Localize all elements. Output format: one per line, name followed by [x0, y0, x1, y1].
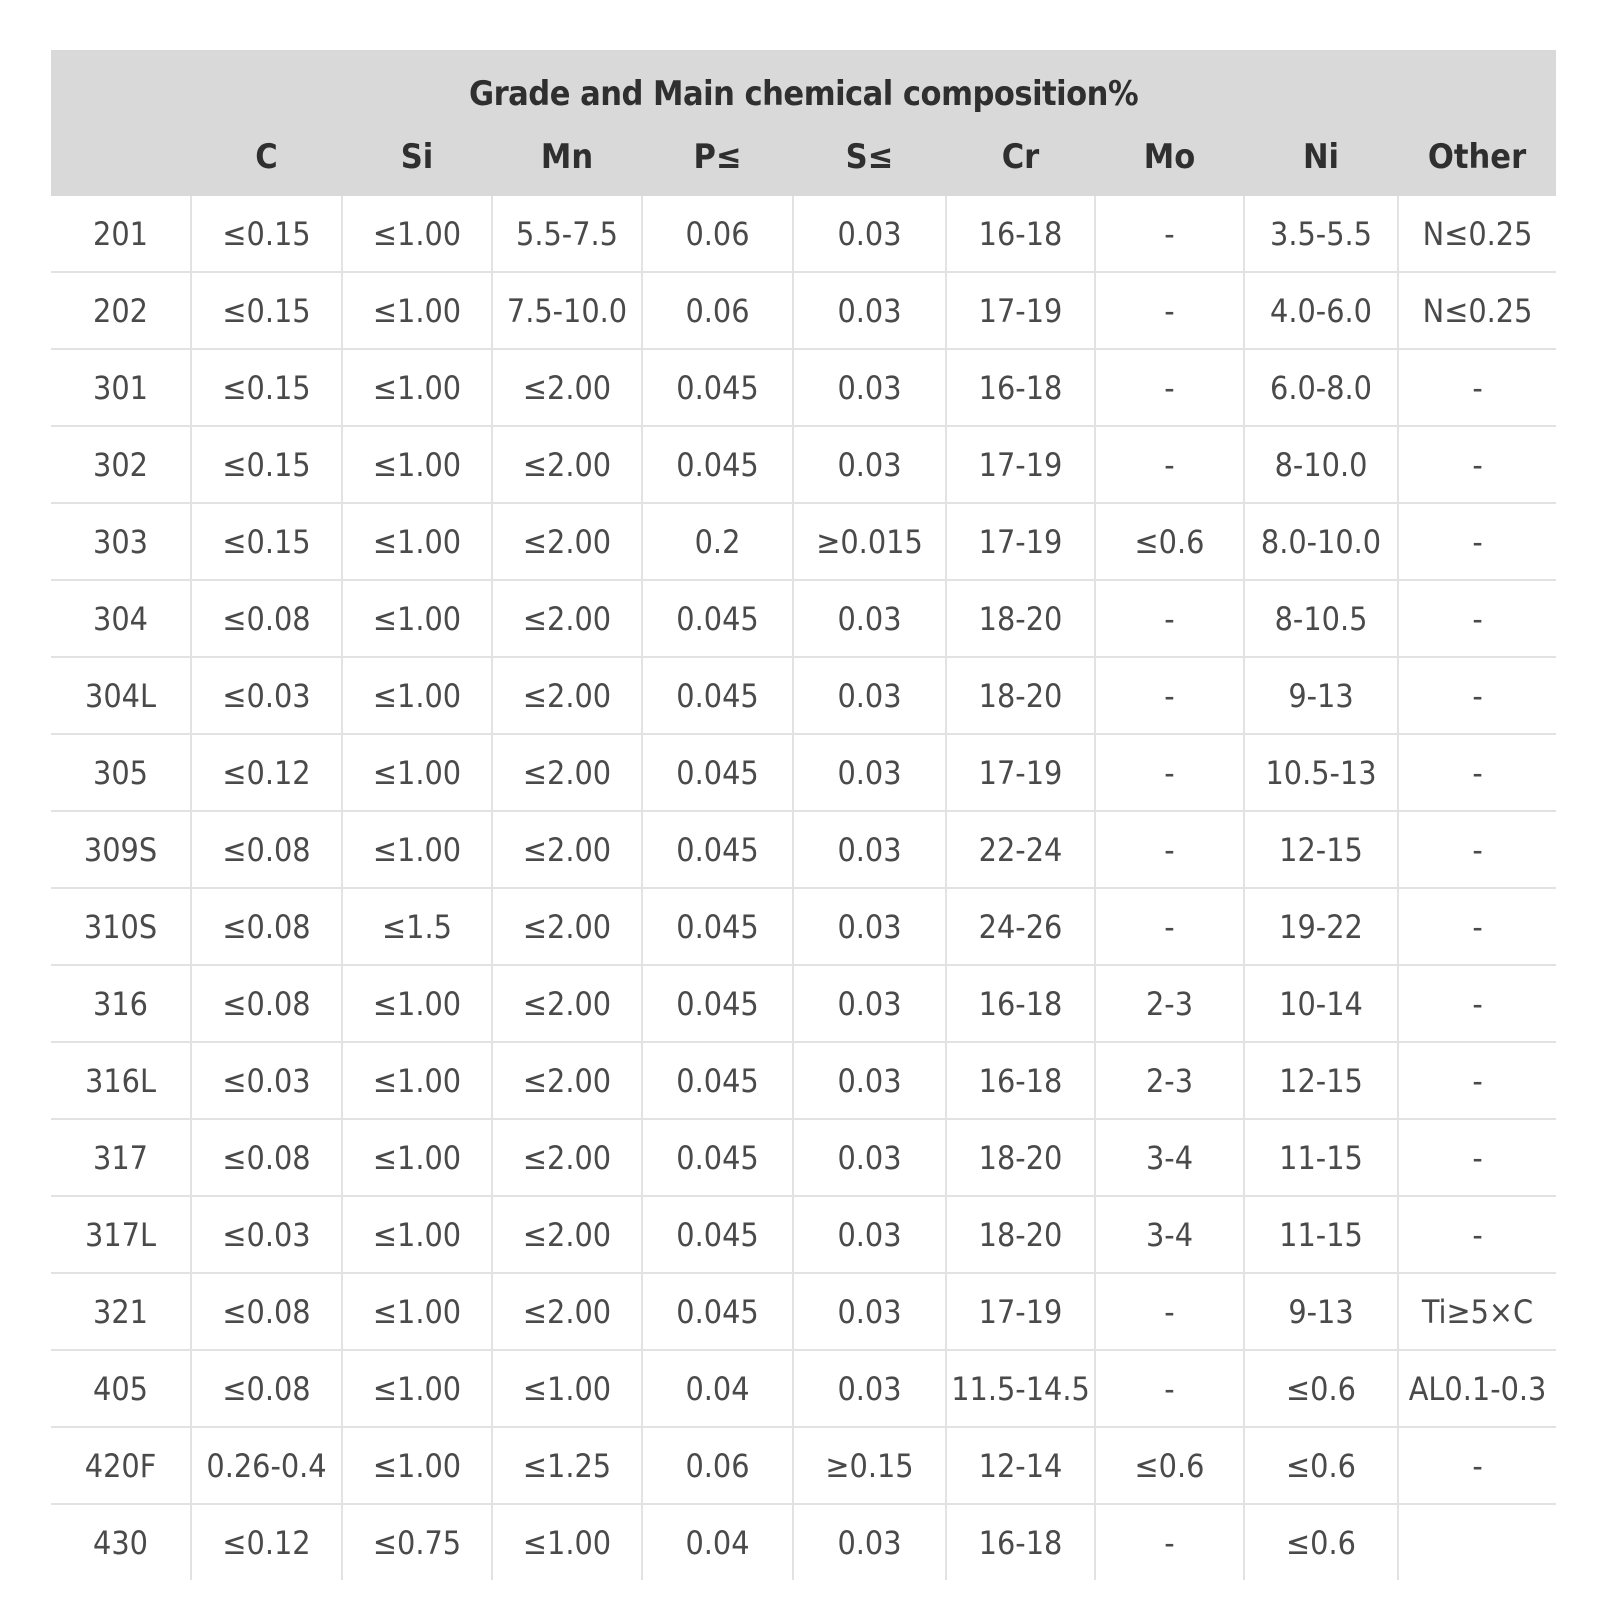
- cell-mo: -: [1095, 196, 1244, 272]
- cell-mn: ≤2.00: [492, 965, 642, 1042]
- cell-ni: 11-15: [1244, 1196, 1398, 1273]
- cell-grade: 305: [51, 734, 191, 811]
- table-row: [51, 1504, 1556, 1580]
- cell-other: -: [1398, 734, 1556, 811]
- cell-ni: ≤0.6: [1244, 1350, 1398, 1427]
- cell-mn: ≤1.00: [492, 1350, 642, 1427]
- cell-si: ≤1.00: [342, 734, 492, 811]
- cell-cr: 16-18: [946, 196, 1095, 272]
- cell-mo: 3-4: [1095, 1196, 1244, 1273]
- cell-si: ≤1.00: [342, 811, 492, 888]
- cell-cr: 17-19: [946, 426, 1095, 503]
- cell-s: 0.03: [793, 349, 946, 426]
- table-row: [51, 1042, 1556, 1119]
- composition-table: [51, 50, 1556, 1580]
- table-row: [51, 657, 1556, 734]
- cell-ni: 6.0-8.0: [1244, 349, 1398, 426]
- cell-other: -: [1398, 1042, 1556, 1119]
- cell-si: ≤1.00: [342, 503, 492, 580]
- cell-mo: -: [1095, 811, 1244, 888]
- cell-cr: 17-19: [946, 1273, 1095, 1350]
- cell-si: ≤1.00: [342, 965, 492, 1042]
- cell-si: ≤1.00: [342, 1196, 492, 1273]
- cell-grade: 304: [51, 580, 191, 657]
- cell-other: -: [1398, 1196, 1556, 1273]
- cell-other: -: [1398, 426, 1556, 503]
- cell-mo: -: [1095, 272, 1244, 349]
- cell-mn: ≤1.00: [492, 1504, 642, 1580]
- column-header-si: Si: [342, 118, 492, 196]
- cell-mo: -: [1095, 1273, 1244, 1350]
- cell-cr: 16-18: [946, 965, 1095, 1042]
- table-row: [51, 349, 1556, 426]
- table-row: [51, 426, 1556, 503]
- cell-c: 0.26-0.4: [191, 1427, 342, 1504]
- cell-p: 0.04: [642, 1504, 793, 1580]
- cell-s: ≥0.015: [793, 503, 946, 580]
- cell-c: ≤0.15: [191, 349, 342, 426]
- table-row: [51, 1119, 1556, 1196]
- cell-grade: 301: [51, 349, 191, 426]
- table-row: [51, 1350, 1556, 1427]
- cell-si: ≤0.75: [342, 1504, 492, 1580]
- cell-ni: 3.5-5.5: [1244, 196, 1398, 272]
- cell-p: 0.045: [642, 426, 793, 503]
- cell-mo: -: [1095, 734, 1244, 811]
- cell-s: 0.03: [793, 580, 946, 657]
- cell-si: ≤1.00: [342, 1350, 492, 1427]
- cell-other: Ti≥5×C: [1398, 1273, 1556, 1350]
- cell-c: ≤0.03: [191, 657, 342, 734]
- cell-cr: 18-20: [946, 1196, 1095, 1273]
- cell-mn: 5.5-7.5: [492, 196, 642, 272]
- composition-sheet: [51, 50, 1556, 1580]
- column-header-ni: Ni: [1244, 118, 1398, 196]
- table-row: [51, 965, 1556, 1042]
- column-header-mo: Mo: [1095, 118, 1244, 196]
- cell-mo: 3-4: [1095, 1119, 1244, 1196]
- cell-p: 0.045: [642, 811, 793, 888]
- cell-s: 0.03: [793, 1504, 946, 1580]
- table-row: [51, 196, 1556, 272]
- cell-mn: ≤2.00: [492, 811, 642, 888]
- cell-s: 0.03: [793, 272, 946, 349]
- cell-s: 0.03: [793, 734, 946, 811]
- cell-grade: 405: [51, 1350, 191, 1427]
- cell-mn: ≤2.00: [492, 580, 642, 657]
- cell-mn: ≤2.00: [492, 888, 642, 965]
- cell-other: -: [1398, 1427, 1556, 1504]
- cell-grade: 303: [51, 503, 191, 580]
- cell-cr: 17-19: [946, 503, 1095, 580]
- table-header: [51, 50, 1556, 196]
- cell-si: ≤1.00: [342, 426, 492, 503]
- cell-grade: 321: [51, 1273, 191, 1350]
- cell-ni: 11-15: [1244, 1119, 1398, 1196]
- cell-mo: -: [1095, 580, 1244, 657]
- cell-other: -: [1398, 888, 1556, 965]
- cell-cr: 24-26: [946, 888, 1095, 965]
- column-header-row: [51, 118, 1556, 196]
- column-header-mn: Mn: [492, 118, 642, 196]
- cell-p: 0.2: [642, 503, 793, 580]
- cell-grade: 316: [51, 965, 191, 1042]
- cell-s: 0.03: [793, 888, 946, 965]
- cell-ni: 9-13: [1244, 1273, 1398, 1350]
- cell-c: ≤0.15: [191, 426, 342, 503]
- cell-si: ≤1.00: [342, 580, 492, 657]
- cell-grade: 420F: [51, 1427, 191, 1504]
- cell-mo: -: [1095, 349, 1244, 426]
- cell-grade: 201: [51, 196, 191, 272]
- cell-c: ≤0.03: [191, 1196, 342, 1273]
- cell-p: 0.06: [642, 196, 793, 272]
- cell-c: ≤0.15: [191, 196, 342, 272]
- cell-c: ≤0.08: [191, 888, 342, 965]
- cell-c: ≤0.03: [191, 1042, 342, 1119]
- cell-p: 0.045: [642, 580, 793, 657]
- cell-cr: 11.5-14.5: [946, 1350, 1095, 1427]
- table-body: [51, 196, 1556, 1580]
- cell-other: -: [1398, 503, 1556, 580]
- cell-cr: 18-20: [946, 657, 1095, 734]
- cell-ni: 10.5-13: [1244, 734, 1398, 811]
- cell-p: 0.045: [642, 1042, 793, 1119]
- cell-ni: 12-15: [1244, 811, 1398, 888]
- cell-grade: 302: [51, 426, 191, 503]
- cell-grade: 316L: [51, 1042, 191, 1119]
- column-header-grade: [51, 118, 191, 196]
- cell-s: 0.03: [793, 196, 946, 272]
- cell-c: ≤0.08: [191, 1119, 342, 1196]
- cell-c: ≤0.08: [191, 965, 342, 1042]
- cell-s: 0.03: [793, 657, 946, 734]
- cell-s: 0.03: [793, 1273, 946, 1350]
- cell-si: ≤1.00: [342, 1042, 492, 1119]
- cell-ni: 4.0-6.0: [1244, 272, 1398, 349]
- cell-mn: ≤2.00: [492, 657, 642, 734]
- cell-ni: 12-15: [1244, 1042, 1398, 1119]
- column-header-c: C: [191, 118, 342, 196]
- cell-p: 0.045: [642, 349, 793, 426]
- cell-mn: ≤2.00: [492, 1196, 642, 1273]
- cell-cr: 12-14: [946, 1427, 1095, 1504]
- cell-other: -: [1398, 811, 1556, 888]
- cell-s: 0.03: [793, 965, 946, 1042]
- cell-grade: 309S: [51, 811, 191, 888]
- cell-other: AL0.1-0.3: [1398, 1350, 1556, 1427]
- cell-cr: 18-20: [946, 580, 1095, 657]
- cell-ni: ≤0.6: [1244, 1504, 1398, 1580]
- cell-mn: 7.5-10.0: [492, 272, 642, 349]
- cell-s: 0.03: [793, 1119, 946, 1196]
- cell-s: 0.03: [793, 1350, 946, 1427]
- cell-s: 0.03: [793, 426, 946, 503]
- cell-ni: 19-22: [1244, 888, 1398, 965]
- cell-cr: 16-18: [946, 1042, 1095, 1119]
- cell-mo: -: [1095, 426, 1244, 503]
- cell-mo: -: [1095, 657, 1244, 734]
- cell-mn: ≤2.00: [492, 1119, 642, 1196]
- table-row: [51, 811, 1556, 888]
- cell-ni: 10-14: [1244, 965, 1398, 1042]
- cell-cr: 18-20: [946, 1119, 1095, 1196]
- cell-other: -: [1398, 657, 1556, 734]
- title-row: [51, 50, 1556, 118]
- cell-c: ≤0.12: [191, 734, 342, 811]
- cell-si: ≤1.00: [342, 1427, 492, 1504]
- table-row: [51, 503, 1556, 580]
- cell-mo: ≤0.6: [1095, 1427, 1244, 1504]
- cell-mn: ≤2.00: [492, 503, 642, 580]
- cell-cr: 16-18: [946, 1504, 1095, 1580]
- cell-other: -: [1398, 349, 1556, 426]
- cell-ni: 8.0-10.0: [1244, 503, 1398, 580]
- cell-mn: ≤2.00: [492, 1273, 642, 1350]
- cell-cr: 17-19: [946, 272, 1095, 349]
- cell-c: ≤0.15: [191, 503, 342, 580]
- table-row: [51, 1196, 1556, 1273]
- cell-p: 0.045: [642, 1196, 793, 1273]
- cell-mo: -: [1095, 1504, 1244, 1580]
- cell-s: 0.03: [793, 1196, 946, 1273]
- cell-mn: ≤1.25: [492, 1427, 642, 1504]
- cell-p: 0.045: [642, 965, 793, 1042]
- cell-mn: ≤2.00: [492, 734, 642, 811]
- cell-c: ≤0.08: [191, 811, 342, 888]
- cell-p: 0.06: [642, 272, 793, 349]
- cell-si: ≤1.00: [342, 196, 492, 272]
- cell-c: ≤0.08: [191, 1273, 342, 1350]
- cell-mn: ≤2.00: [492, 1042, 642, 1119]
- cell-ni: 9-13: [1244, 657, 1398, 734]
- table-row: [51, 1273, 1556, 1350]
- cell-p: 0.06: [642, 1427, 793, 1504]
- cell-grade: 310S: [51, 888, 191, 965]
- cell-s: 0.03: [793, 1042, 946, 1119]
- cell-c: ≤0.15: [191, 272, 342, 349]
- cell-mo: 2-3: [1095, 1042, 1244, 1119]
- cell-grade: 304L: [51, 657, 191, 734]
- cell-cr: 16-18: [946, 349, 1095, 426]
- cell-p: 0.045: [642, 1119, 793, 1196]
- cell-grade: 317: [51, 1119, 191, 1196]
- cell-ni: ≤0.6: [1244, 1427, 1398, 1504]
- cell-c: ≤0.08: [191, 580, 342, 657]
- cell-p: 0.045: [642, 657, 793, 734]
- cell-si: ≤1.00: [342, 349, 492, 426]
- column-header-other: Other: [1398, 118, 1556, 196]
- cell-p: 0.045: [642, 888, 793, 965]
- cell-mo: ≤0.6: [1095, 503, 1244, 580]
- table-row: [51, 734, 1556, 811]
- cell-mo: -: [1095, 888, 1244, 965]
- table-row: [51, 580, 1556, 657]
- cell-other: -: [1398, 965, 1556, 1042]
- cell-p: 0.04: [642, 1350, 793, 1427]
- cell-other: [1398, 1504, 1556, 1580]
- table-row: [51, 272, 1556, 349]
- cell-si: ≤1.00: [342, 1273, 492, 1350]
- cell-other: -: [1398, 580, 1556, 657]
- cell-si: ≤1.00: [342, 657, 492, 734]
- cell-other: N≤0.25: [1398, 196, 1556, 272]
- cell-other: N≤0.25: [1398, 272, 1556, 349]
- table-title: Grade and Main chemical composition%: [51, 50, 1556, 118]
- cell-ni: 8-10.5: [1244, 580, 1398, 657]
- cell-cr: 17-19: [946, 734, 1095, 811]
- cell-mo: 2-3: [1095, 965, 1244, 1042]
- cell-p: 0.045: [642, 1273, 793, 1350]
- cell-c: ≤0.08: [191, 1350, 342, 1427]
- table-row: [51, 1427, 1556, 1504]
- cell-grade: 202: [51, 272, 191, 349]
- cell-mn: ≤2.00: [492, 349, 642, 426]
- cell-grade: 430: [51, 1504, 191, 1580]
- table-row: [51, 888, 1556, 965]
- cell-s: ≥0.15: [793, 1427, 946, 1504]
- cell-c: ≤0.12: [191, 1504, 342, 1580]
- cell-s: 0.03: [793, 811, 946, 888]
- cell-p: 0.045: [642, 734, 793, 811]
- cell-si: ≤1.00: [342, 1119, 492, 1196]
- cell-grade: 317L: [51, 1196, 191, 1273]
- cell-mn: ≤2.00: [492, 426, 642, 503]
- cell-si: ≤1.5: [342, 888, 492, 965]
- column-header-p: P≤: [642, 118, 793, 196]
- column-header-s: S≤: [793, 118, 946, 196]
- cell-ni: 8-10.0: [1244, 426, 1398, 503]
- column-header-cr: Cr: [946, 118, 1095, 196]
- cell-si: ≤1.00: [342, 272, 492, 349]
- cell-cr: 22-24: [946, 811, 1095, 888]
- cell-mo: -: [1095, 1350, 1244, 1427]
- cell-other: -: [1398, 1119, 1556, 1196]
